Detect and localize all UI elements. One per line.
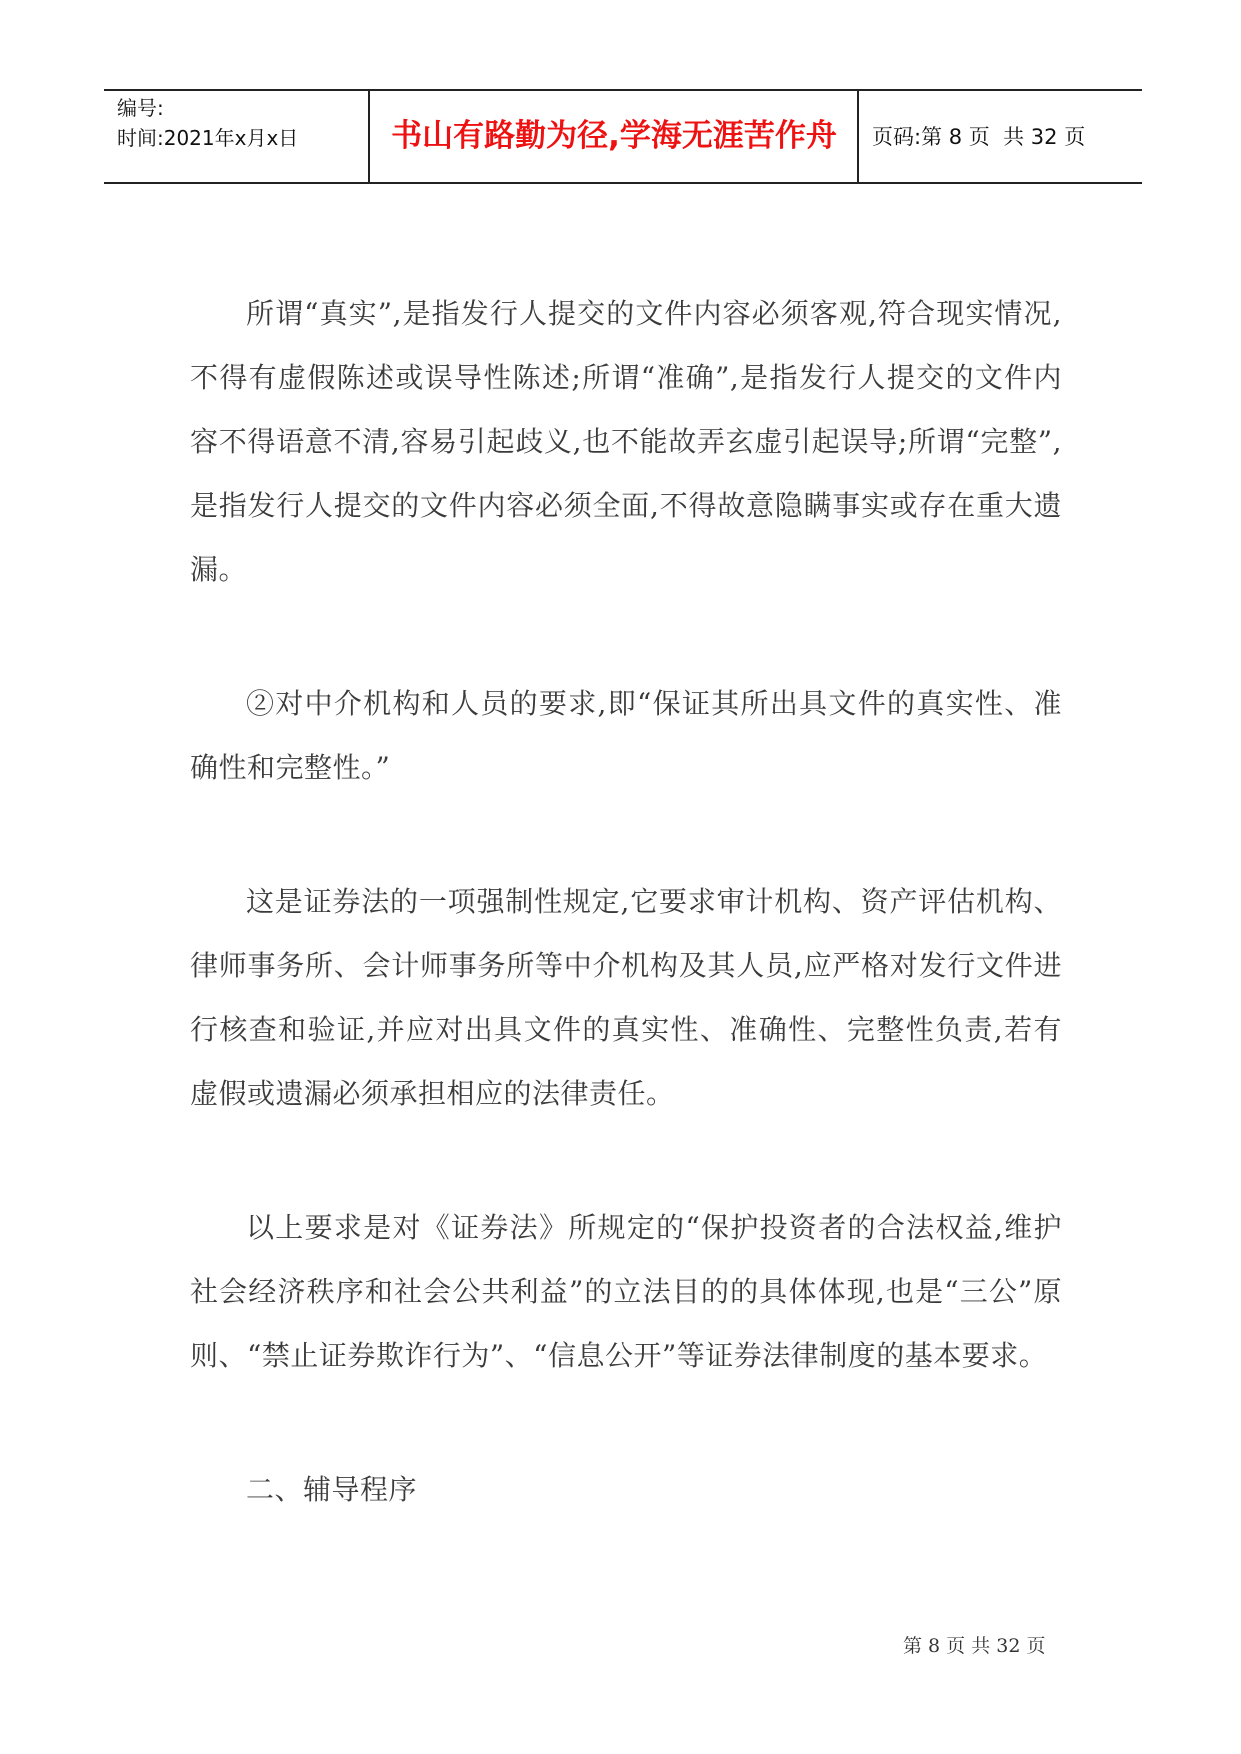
document-number-label: 编号:: [117, 96, 164, 120]
footer-page-number: 第 8 页 共 32 页: [903, 1635, 1046, 1657]
header-meta: [117, 93, 298, 153]
header-page-number: 页码:第 8 页 共 32 页: [872, 125, 1086, 149]
document-body: [190, 282, 1062, 1522]
header-motto: 书山有路勤为径,学海无涯苦作舟: [391, 118, 837, 154]
paragraph-intermediary-requirement: ②对中介机构和人员的要求,即“保证其所出具文件的真实性、准确性和完整性。”: [190, 687, 1062, 784]
paragraph-legislative-purpose: 以上要求是对《证券法》所规定的“保护投资者的合法权益,维护社会经济秩序和社会公共利益”的立法目的的具体体现,也是“三公”原则、“禁止证券欺诈行为”、“信息公开”等证券法律制度的基本要求。: [190, 1211, 1062, 1372]
header-top-rule: [104, 89, 1142, 91]
paragraph-mandatory-provision: 这是证券法的一项强制性规定,它要求审计机构、资产评估机构、律师事务所、会计师事务所等中介机构及其人员,应严格对发行文件进行核查和验证,并应对出具文件的真实性、准确性、完整性负责,若有虚假或遗漏必须承担相应的法律责任。: [190, 885, 1062, 1110]
header-bottom-rule: [104, 182, 1142, 184]
header-divider-right: [857, 89, 859, 184]
section-heading-guidance-procedure: 二、辅导程序: [246, 1473, 418, 1506]
header-divider-left: [368, 89, 370, 184]
paragraph-definition: 所谓“真实”,是指发行人提交的文件内容必须客观,符合现实情况,不得有虚假陈述或误导性陈述;所谓“准确”,是指发行人提交的文件内容不得语意不清,容易引起歧义,也不能故弄玄虚引起误导;所谓“完整”,是指发行人提交的文件内容必须全面,不得故意隐瞒事实或存在重大遗漏。: [190, 297, 1062, 586]
document-time-label: 时间:2021年x月x日: [117, 126, 299, 150]
